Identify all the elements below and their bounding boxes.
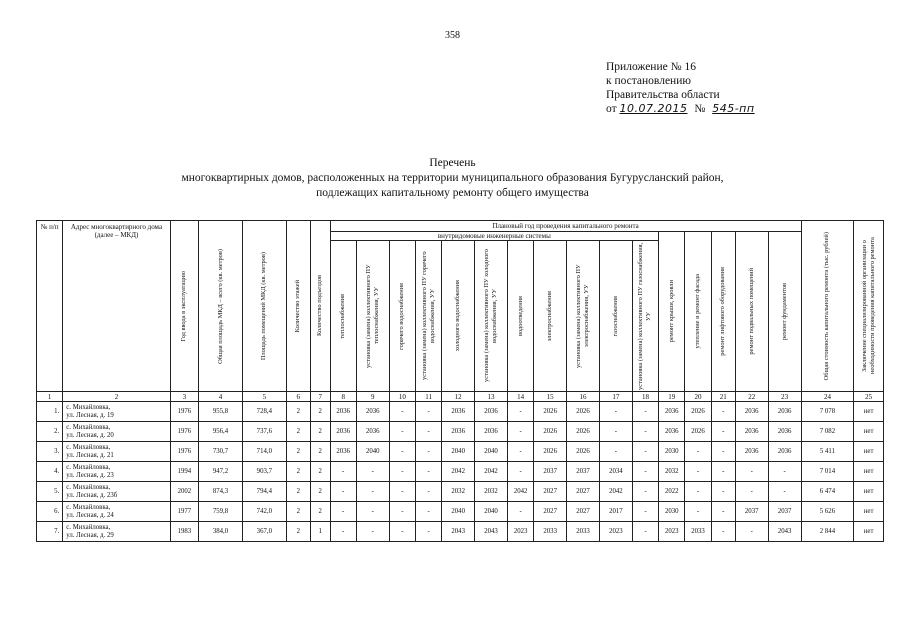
column-number: 10 [389,392,415,402]
table-cell: 2023 [599,522,632,542]
table-cell: - [685,462,711,482]
table-cell: 5 411 [801,442,854,462]
column-number: 15 [534,392,567,402]
row-number: 6. [37,502,63,522]
column-number: 5 [242,392,286,402]
header-premises-area: Площадь помещений МКД (кв. метров) [242,221,286,392]
table-cell: - [389,422,415,442]
table-cell: - [632,442,658,462]
appendix-line-2: к постановлению [606,75,691,87]
table-cell: 728,4 [242,402,286,422]
table-cell: 2 844 [801,522,854,542]
table-cell: 2042 [475,462,508,482]
table-cell: 2036 [475,402,508,422]
table-cell: 2036 [659,422,685,442]
address-line-2: ул. Лесная, д. 29 [66,531,114,539]
column-number: 9 [356,392,389,402]
address-line-1: с. Михайловка, [66,403,111,411]
header-address: Адрес многоквартирного дома (далее – МКД) [63,221,170,392]
table-cell: 1983 [170,522,198,542]
table-cell: 2 [310,442,330,462]
table-cell: 1994 [170,462,198,482]
table-cell: 714,0 [242,442,286,462]
row-number: 4. [37,462,63,482]
header-heating-meter: установка (замена) коллективного ПУ теплоснабжения, УУ [356,241,389,392]
table-cell: 2027 [567,482,600,502]
appendix-number-label: № [694,103,706,115]
table-row [37,462,884,482]
column-number: 21 [711,392,735,402]
column-number: 8 [330,392,356,402]
row-address [63,522,170,542]
table-cell: 2 [310,502,330,522]
table-cell: 2037 [567,462,600,482]
table-cell: 742,0 [242,502,286,522]
table-cell: 2042 [442,462,475,482]
table-cell: 2034 [599,462,632,482]
table-cell: 955,8 [199,402,243,422]
table-cell: 2032 [659,462,685,482]
table-cell: - [599,402,632,422]
column-number: 1 [37,392,63,402]
table-cell: 7 082 [801,422,854,442]
table-cell: 1 [310,522,330,542]
table-cell: 2036 [768,442,801,462]
table-cell: - [330,462,356,482]
address-line-1: с. Михайловка, [66,483,111,491]
table-cell: 2 [286,502,310,522]
table-row [37,422,884,442]
table-row [37,402,884,422]
table-cell: - [711,482,735,502]
table-cell: 2043 [475,522,508,542]
table-cell: 2040 [475,502,508,522]
column-number: 3 [170,392,198,402]
address-line-1: с. Михайловка, [66,503,111,511]
table-cell: - [389,482,415,502]
header-entrances: Количество подъездов [310,221,330,392]
column-number: 7 [310,392,330,402]
table-cell: 2 [286,482,310,502]
table-cell: 2023 [507,522,533,542]
table-cell: - [356,462,389,482]
table-cell: 2043 [768,522,801,542]
table-cell: 2026 [534,422,567,442]
table-row [37,502,884,522]
table-cell: 2037 [735,502,768,522]
table-cell: 384,0 [199,522,243,542]
table-cell: 759,8 [199,502,243,522]
table-cell: нет [854,502,884,522]
table-cell: 2040 [442,442,475,462]
table-cell: 2026 [534,442,567,462]
address-line-2: ул. Лесная, д. 24 [66,511,114,519]
table-cell: 2017 [599,502,632,522]
column-number: 14 [507,392,533,402]
header-facade: утепление и ремонт фасада [685,232,711,392]
table-cell: 1976 [170,422,198,442]
table-cell: - [768,482,801,502]
table-cell: - [632,522,658,542]
header-total-area: Общая площадь МКД – всего (кв. метров) [199,221,243,392]
header-hot-water-meter: установка (замена) коллективного ПУ горячего водоснабжения, УУ [415,241,441,392]
table-cell: - [711,522,735,542]
header-num: № п/п [37,221,63,392]
table-cell: 2032 [442,482,475,502]
table-row [37,522,884,542]
table-cell: нет [854,402,884,422]
table-cell: - [507,422,533,442]
row-number: 1. [37,402,63,422]
header-elevator: ремонт лифтового оборудования [711,232,735,392]
column-number: 16 [567,392,600,402]
address-line-2: ул. Лесная, д. 20 [66,431,114,439]
header-floors: Количество этажей [286,221,310,392]
table-cell: 6 474 [801,482,854,502]
column-number: 4 [199,392,243,402]
table-cell: 2030 [659,502,685,522]
appendix-number: 545-пп [712,102,755,115]
row-address [63,422,170,442]
header-cold-water: холодного водоснабжения [442,241,475,392]
row-address [63,442,170,462]
document-title [0,156,905,201]
address-line-2: ул. Лесная, д. 21 [66,451,114,459]
appendix-block [606,60,755,116]
table-cell: - [415,422,441,442]
table-cell: нет [854,522,884,542]
column-number: 12 [442,392,475,402]
table-cell: 2036 [735,442,768,462]
row-number: 5. [37,482,63,502]
table-cell: - [711,462,735,482]
table-cell: - [632,502,658,522]
table-cell: 2040 [442,502,475,522]
header-total-cost: Общая стоимость капитального ремонта (тыс. рублей) [801,221,854,392]
table-cell: - [711,442,735,462]
column-number: 17 [599,392,632,402]
table-cell: - [389,402,415,422]
address-line-2: ул. Лесная, д. 19 [66,411,114,419]
header-roof: ремонт крыши, кровли [659,232,685,392]
table-cell: 2040 [475,442,508,462]
column-number: 19 [659,392,685,402]
table-cell: 7 078 [801,402,854,422]
table-cell: - [330,522,356,542]
table-cell: - [389,522,415,542]
column-number: 25 [854,392,884,402]
table-cell: 2036 [659,402,685,422]
table-cell: - [711,402,735,422]
address-line-1: с. Михайловка, [66,523,111,531]
table-body [37,392,884,542]
header-drainage: водоотведения [507,241,533,392]
column-number: 2 [63,392,170,402]
table-cell: - [507,402,533,422]
table-cell: 903,7 [242,462,286,482]
table-cell: 2 [286,442,310,462]
table-cell: - [415,462,441,482]
table-cell: 730,7 [199,442,243,462]
table-cell: - [685,482,711,502]
table-cell: 2036 [475,422,508,442]
table-cell: нет [854,482,884,502]
table-cell: 1977 [170,502,198,522]
table-cell: - [685,502,711,522]
table-cell: 947,2 [199,462,243,482]
row-address [63,402,170,422]
table-cell: - [632,482,658,502]
table-cell: 2033 [685,522,711,542]
table-cell: - [735,482,768,502]
row-number: 3. [37,442,63,462]
header-basement: ремонт подвальных помещений [735,232,768,392]
row-address [63,502,170,522]
table-cell: - [711,422,735,442]
table-cell: 2033 [567,522,600,542]
title-line-1: Перечень [429,157,476,169]
table-cell: - [389,442,415,462]
table-cell: 2 [310,422,330,442]
table-cell: 2037 [534,462,567,482]
table-cell: 2036 [768,422,801,442]
table-cell: - [389,462,415,482]
table-cell: 2 [286,522,310,542]
table-cell: - [685,442,711,462]
address-line-1: с. Михайловка, [66,463,111,471]
table-cell: - [356,502,389,522]
column-number: 23 [768,392,801,402]
header-electricity: электроснабжения [534,241,567,392]
table-cell: 2 [286,462,310,482]
table-cell: 7 014 [801,462,854,482]
row-number: 2. [37,422,63,442]
table-cell: - [415,502,441,522]
header-gas: газоснабжения [599,241,632,392]
table-cell: - [599,422,632,442]
table-cell: 2032 [475,482,508,502]
header-year: Год ввода в эксплуатацию [170,221,198,392]
appendix-from-label: от [606,103,617,115]
header-electricity-meter: установка (замена) коллективного ПУ электроснабжения, УУ [567,241,600,392]
column-number: 6 [286,392,310,402]
table-cell: - [632,462,658,482]
column-number-row [37,392,884,402]
table-cell: 2026 [567,442,600,462]
column-number: 20 [685,392,711,402]
title-line-2: многоквартирных домов, расположенных на территории муниципального образования Бугурусланский район, [181,172,724,184]
table-cell: нет [854,422,884,442]
address-line-1: с. Михайловка, [66,423,111,431]
table-cell: 1976 [170,402,198,422]
table-cell: 2026 [567,402,600,422]
table-cell: - [356,522,389,542]
table-cell: 2027 [534,502,567,522]
appendix-line-3: Правительства области [606,89,720,101]
table-cell: - [711,502,735,522]
table-cell: 2027 [567,502,600,522]
table-cell: - [735,462,768,482]
address-line-2: ул. Лесная, д. 23 [66,471,114,479]
table-cell: - [415,442,441,462]
table-cell: 2040 [356,442,389,462]
table-cell: 2 [310,402,330,422]
table-cell: нет [854,462,884,482]
table-cell: 2 [286,402,310,422]
table-cell: нет [854,442,884,462]
table-cell: - [507,462,533,482]
table-cell: 2033 [534,522,567,542]
table-cell: - [330,502,356,522]
table-cell: - [735,522,768,542]
table-cell: - [389,502,415,522]
table-cell: 2036 [356,422,389,442]
appendix-line-1: Приложение № 16 [606,61,696,73]
column-number: 22 [735,392,768,402]
table-cell: 794,4 [242,482,286,502]
table-cell: 2042 [599,482,632,502]
header-conclusion: Заключение специализированной организации о необходимости проведения капитального ремонта [854,221,884,392]
table-cell: 367,0 [242,522,286,542]
table-cell: - [632,422,658,442]
table-cell: 2026 [685,422,711,442]
table-cell: - [356,482,389,502]
table-cell: 2036 [330,422,356,442]
table-cell: 737,6 [242,422,286,442]
column-number: 13 [475,392,508,402]
table-cell: 2036 [442,422,475,442]
table-cell: 2026 [534,402,567,422]
table-cell: 2036 [735,402,768,422]
table-cell: 2 [310,462,330,482]
table-cell: 2026 [567,422,600,442]
table-cell: 2036 [442,402,475,422]
table-cell: 2002 [170,482,198,502]
column-number: 18 [632,392,658,402]
table-cell: 2036 [735,422,768,442]
table-cell: 2036 [768,402,801,422]
repair-table [36,220,884,542]
table-cell: - [632,402,658,422]
table-cell: - [599,442,632,462]
header-cold-water-meter: установка (замена) коллективного ПУ холодного водоснабжения, УУ [475,241,508,392]
row-address [63,462,170,482]
table-cell: - [507,442,533,462]
header-systems: внутридомовые инженерные системы [330,232,659,241]
table-cell: 5 626 [801,502,854,522]
table-row [37,482,884,502]
table-cell: - [415,482,441,502]
table-cell: 2043 [442,522,475,542]
table-cell: - [768,462,801,482]
header-heating: теплоснабжения [330,241,356,392]
header-hot-water: горячего водоснабжения [389,241,415,392]
table-cell: 1976 [170,442,198,462]
table-cell: - [415,402,441,422]
table-cell: 2042 [507,482,533,502]
header-foundation: ремонт фундаментов [768,232,801,392]
column-number: 24 [801,392,854,402]
table-cell: 2030 [659,442,685,462]
table-cell: 2036 [356,402,389,422]
table-cell: 2027 [534,482,567,502]
table-cell: 2023 [659,522,685,542]
row-address [63,482,170,502]
address-line-2: ул. Лесная, д. 23б [66,491,118,499]
page-number: 358 [445,30,460,41]
table-cell: 874,3 [199,482,243,502]
address-line-1: с. Михайловка, [66,443,111,451]
table-cell: 2026 [685,402,711,422]
table-row [37,442,884,462]
table-cell: - [330,482,356,502]
header-gas-meter: установка (замена) коллективного ПУ газоснабжения, УУ [632,241,658,392]
column-number: 11 [415,392,441,402]
appendix-line-4 [606,102,755,116]
title-line-3: подлежащих капитальному ремонту общего имущества [316,187,589,199]
table-cell: 2 [310,482,330,502]
table-cell: - [507,502,533,522]
appendix-date: 10.07.2015 [619,102,688,115]
table-cell: 2022 [659,482,685,502]
table-cell: 956,4 [199,422,243,442]
table-cell: 2037 [768,502,801,522]
table-cell: 2036 [330,402,356,422]
table-cell: 2036 [330,442,356,462]
table-cell: - [415,522,441,542]
row-number: 7. [37,522,63,542]
table-cell: 2 [286,422,310,442]
header-planned-year: Плановый год проведения капитального ремонта [330,221,801,232]
